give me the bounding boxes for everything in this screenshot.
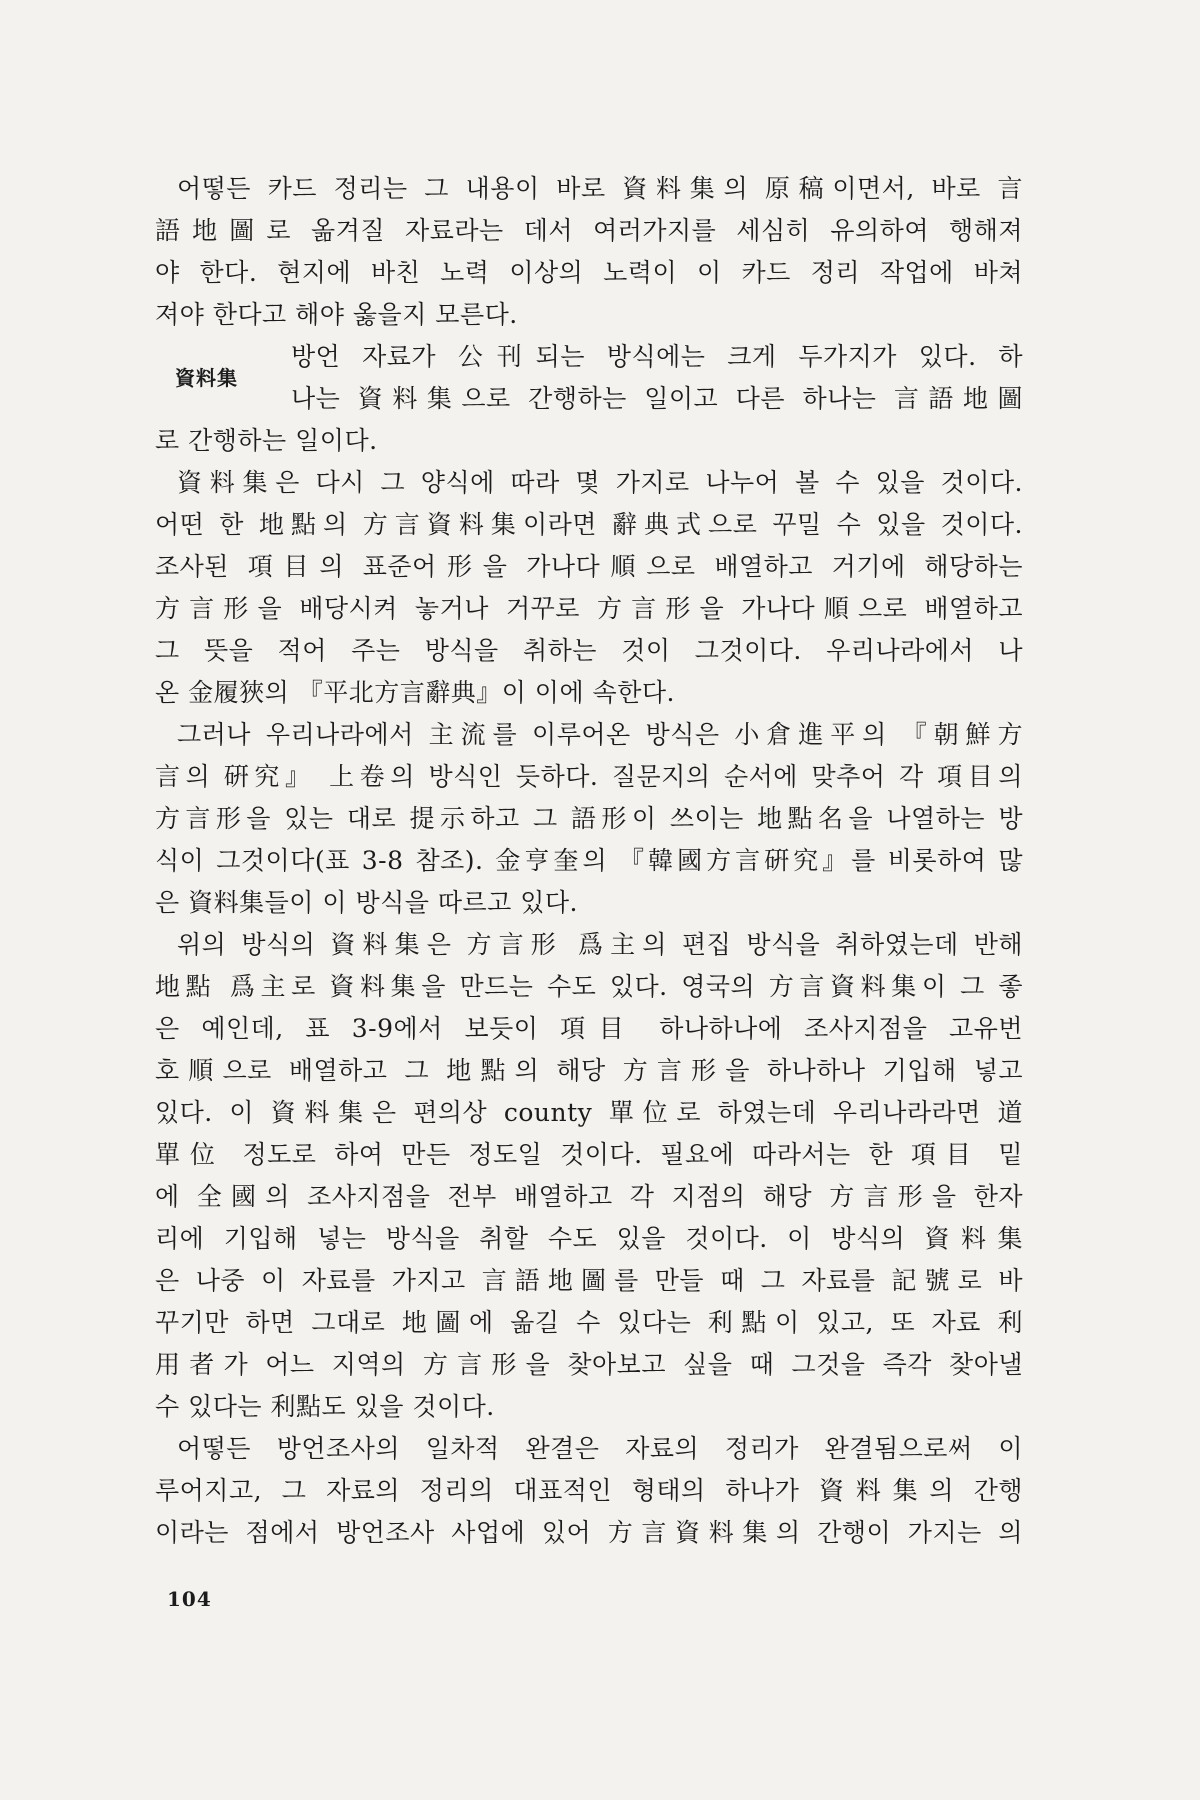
- text-line: 방언 자료가 公刊되는 방식에는 크게 두가지가 있다. 하: [291, 342, 1023, 371]
- text-line: 用者가 어느 지역의 方言形을 찾아보고 싶을 때 그것을 즉각 찾아낼: [155, 1350, 1023, 1379]
- text-line: 리에 기입해 넣는 방식을 취할 수도 있을 것이다. 이 방식의 資料集: [155, 1224, 1023, 1253]
- text-line: 수 있다는 利點도 있을 것이다.: [155, 1392, 495, 1421]
- text-line: 에 全國의 조사지점을 전부 배열하고 각 지점의 해당 方言形을 한자: [155, 1182, 1023, 1211]
- text-line: 言의 硏究』 上卷의 방식인 듯하다. 질문지의 순서에 맞추어 각 項目의: [155, 762, 1023, 791]
- text-line: 나는 資料集으로 간행하는 일이고 다른 하나는 言語地圖: [291, 384, 1023, 413]
- text-line: 方言形을 있는 대로 提示하고 그 語形이 쓰이는 地點名을 나열하는 방: [155, 804, 1023, 833]
- text-line: 꾸기만 하면 그대로 地圖에 옮길 수 있다는 利點이 있고, 또 자료 利: [155, 1308, 1023, 1337]
- text-line: 은 예인데, 표 3-9에서 보듯이 項目 하나하나에 조사지점을 고유번: [155, 1014, 1023, 1043]
- paragraph: [155, 168, 1023, 336]
- text-line: 져야 한다고 해야 옳을지 모른다.: [155, 300, 518, 329]
- text-line: 單位 정도로 하여 만든 정도일 것이다. 필요에 따라서는 한 項目 밑: [155, 1140, 1023, 1169]
- paragraph: [155, 714, 1023, 924]
- text-line: 이라는 점에서 방언조사 사업에 있어 方言資料集의 간행이 가지는 의: [155, 1518, 1023, 1547]
- paragraph: [155, 924, 1023, 1428]
- section-paragraph: [155, 336, 1023, 462]
- text-line: 온 金履狹의 『平北方言辭典』이 이에 속한다.: [155, 678, 675, 707]
- text-line: 루어지고, 그 자료의 정리의 대표적인 형태의 하나가 資料集의 간행: [155, 1476, 1023, 1505]
- page-number: 104: [167, 1587, 212, 1611]
- text-line: 야 한다. 현지에 바친 노력 이상의 노력이 이 카드 정리 작업에 바쳐: [155, 258, 1023, 287]
- text-line: 위의 방식의 資料集은 方言形 爲主의 편집 방식을 취하였는데 반해: [177, 930, 1023, 959]
- section-side-heading: 資料集: [175, 366, 238, 390]
- text-line: 語地圖로 옮겨질 자료라는 데서 여러가지를 세심히 유의하여 행해져: [155, 216, 1023, 245]
- text-line: 그 뜻을 적어 주는 방식을 취하는 것이 그것이다. 우리나라에서 나: [155, 636, 1023, 665]
- text-line: 어떻든 카드 정리는 그 내용이 바로 資料集의 原稿이면서, 바로 言: [177, 174, 1023, 203]
- text-line: 식이 그것이다(표 3-8 참조). 金亨奎의 『韓國方言硏究』를 비롯하여 많: [155, 846, 1023, 875]
- text-line: 은 資料集들이 이 방식을 따르고 있다.: [155, 888, 578, 917]
- text-line: 있다. 이 資料集은 편의상 county 單位로 하였는데 우리나라라면 道: [155, 1098, 1023, 1127]
- text-line: 조사된 項目의 표준어形을 가나다順으로 배열하고 거기에 해당하는: [155, 552, 1023, 581]
- text-line: 은 나중 이 자료를 가지고 言語地圖를 만들 때 그 자료를 記號로 바: [155, 1266, 1023, 1295]
- text-line: 그러나 우리나라에서 主流를 이루어온 방식은 小倉進平의 『朝鮮方: [177, 720, 1023, 749]
- paragraph: [155, 1428, 1023, 1554]
- text-line: 어떤 한 地點의 方言資料集이라면 辭典式으로 꾸밀 수 있을 것이다.: [155, 510, 1023, 539]
- text-line: 호順으로 배열하고 그 地點의 해당 方言形을 하나하나 기입해 넣고: [155, 1056, 1023, 1085]
- text-line: 資料集은 다시 그 양식에 따라 몇 가지로 나누어 볼 수 있을 것이다.: [177, 468, 1023, 497]
- text-line: 方言形을 배당시켜 놓거나 거꾸로 方言形을 가나다順으로 배열하고: [155, 594, 1023, 623]
- body-text: [155, 168, 1023, 1554]
- text-line: 地點 爲主로 資料集을 만드는 수도 있다. 영국의 方言資料集이 그 좋: [155, 972, 1023, 1001]
- text-line: 어떻든 방언조사의 일차적 완결은 자료의 정리가 완결됨으로써 이: [177, 1434, 1023, 1463]
- paragraph: [155, 462, 1023, 714]
- text-line: 로 간행하는 일이다.: [155, 426, 378, 455]
